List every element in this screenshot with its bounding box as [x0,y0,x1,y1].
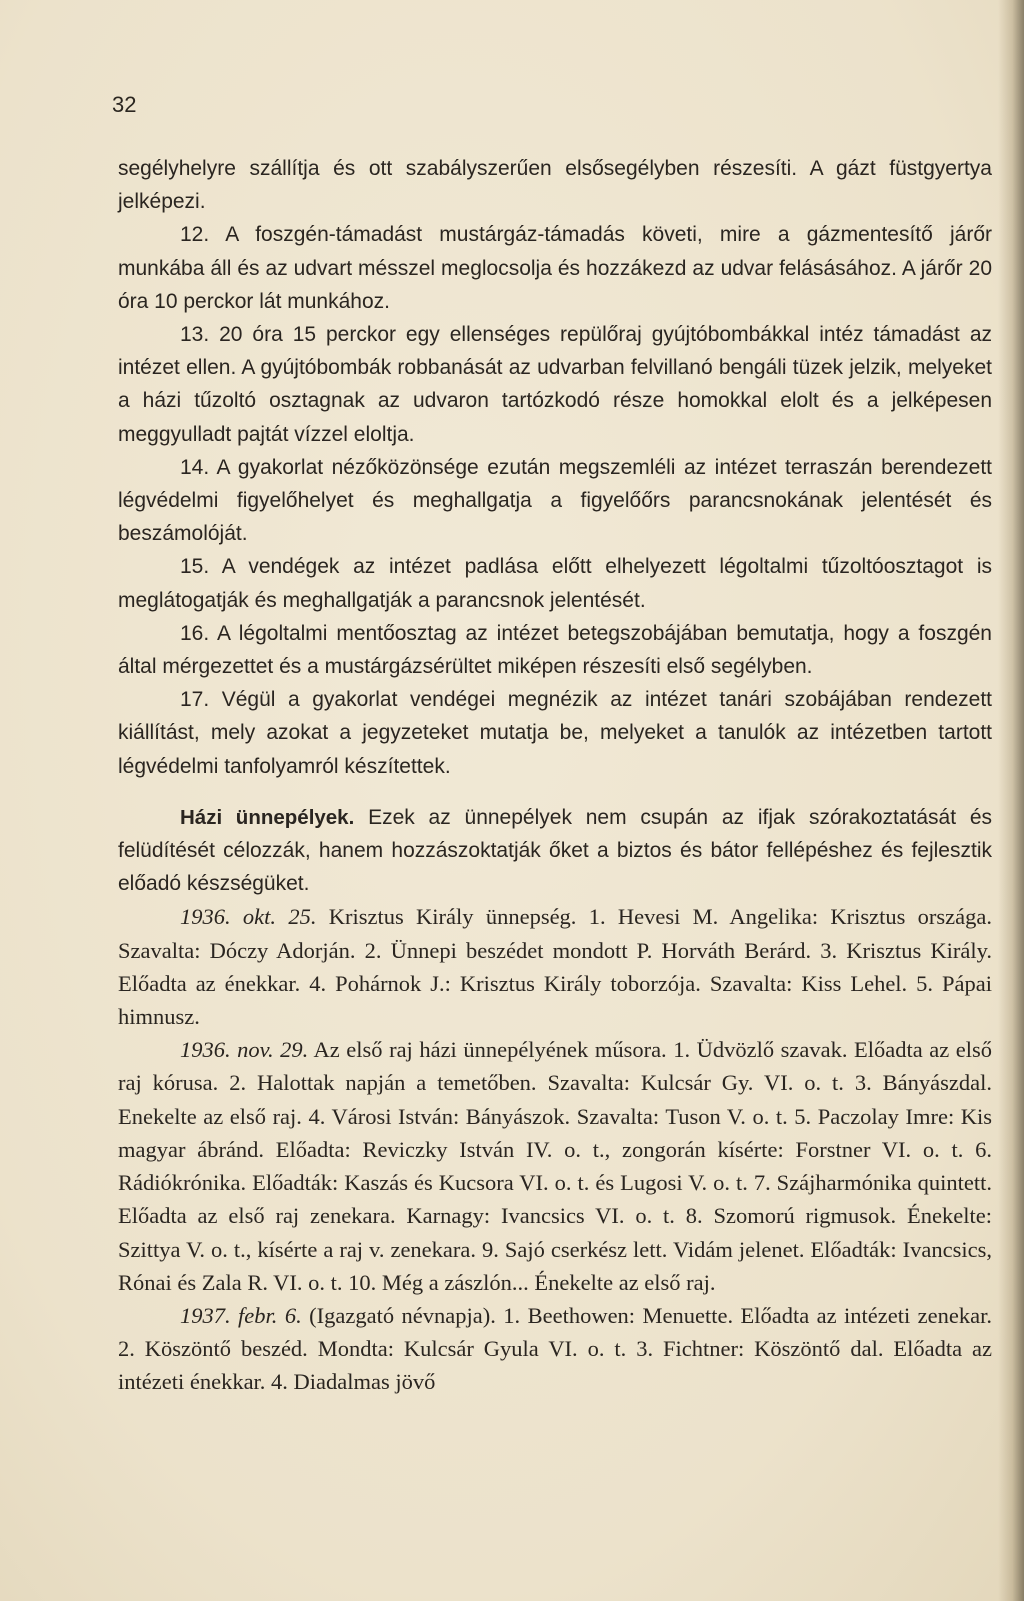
section-spacer [118,783,992,801]
page-edge-shadow [998,0,1024,1601]
entry-date: 1937. febr. 6. [180,1302,302,1328]
paragraph-item-13: 13. 20 óra 15 perckor egy ellenséges repülőraj gyújtóbombákkal intéz támadást az intézet ellen. A gyújtóbombák robbanását az udvarban felvillanó bengáli tüzek jelzik, melyeket a házi tűzoltó osztagnak az udvaron tartózkodó része homokkal elolt és a jelképesen meggyulladt pajtát vízzel eloltja. [118,323,992,446]
paragraph-item-16: 16. A légoltalmi mentőosztag az intézet betegszobájában bemutatja, hogy a foszgén által mérgezettet és a mustárgázsérültet miképen részesíti első segélyben. [118,621,992,679]
section-heading: Házi ünnepélyek. [180,805,355,829]
entry-date: 1936. okt. 25. [180,904,317,930]
program-entries [118,900,992,1398]
page-body [118,152,992,1399]
program-entry [118,1299,992,1399]
entry-text: Krisztus Király ünnepség. 1. Hevesi M. Angelika: Krisztus országa. Szavalta: Dóczy Adorján. 2. Ünnepi beszédet mondott P. Horváth Berárd. 3. Krisztus Király. Előadta az énekkar. 4. Pohárnok J.: Krisztus Király toborzója. Szavalta: Kiss Lehel. 5. Pápai himnusz. [118,904,993,1030]
entry-text: Az első raj házi ünnepélyének műsora. 1. Üdvözlő szavak. Előadta az első raj kórusa. 2. Halottak napján a temetőben. Szavalta: Kulcsár Gy. VI. o. t. 3. Bányászdal. Enekelte az első raj. 4. Városi István: Bányászok. Szavalta: Tuson V. o. t. 5. Paczolay Imre: Kis magyar ábránd. Előadta: Reviczky István IV. o. t., zongorán kísérte: Forstner VI. o. t. 6. Rádiókrónika. Előadták: Kaszás és Kucsora VI. o. t. és Lugosi V. o. t. 7. Szájharmónika quintett. Előadta az első raj zenekara. Karnagy: Ivancsics VI. o. t. 8. Szomorú rigmusok. Énekelte: Szittya V. o. t., kísérte a raj v. zenekara. 9. Sajó cserkész lett. Vidám jelenet. Előadták: Ivancsics, Rónai és Zala R. VI. o. t. 10. Még a zászlón... Énekelte az első raj. [118,1037,992,1295]
program-entry [118,900,992,1033]
paragraph-item-15: 15. A vendégek az intézet padlása előtt elhelyezett légoltalmi tűzoltóosztagot is meglátogatják és meghallgatják a parancsnok jelentését. [118,555,992,612]
entry-text: (Igazgató névnapja). 1. Beethowen: Menuette. Előadta az intézeti zenekar. 2. Köszöntő beszéd. Mondta: Kulcsár Gyula VI. o. t. 3. Fichtner: Köszöntő dal. Előadta az intézeti énekkar. 4. Diadalmas jövő [118,1302,992,1395]
paragraph-item-14: 14. A gyakorlat nézőközönsége ezután megszemléli az intézet terraszán berendezett légvédelmi figyelőhelyet és meghallgatja a figyelőőrs parancsnokának jelentését és beszámolóját. [118,455,992,546]
entry-date: 1936. nov. 29. [180,1037,309,1063]
paragraph-item-12: 12. A foszgén-támadást mustárgáz-támadás követi, mire a gázmentesítő járőr munkába áll és az udvart mésszel meglocsolja és hozzákezd az udvar felásásához. A járőr 20 óra 10 perckor lát munkához. [118,223,992,313]
program-entry [118,1033,992,1299]
section-intro-text: Ezek az ünnepélyek nem csupán az ifjak szórakoztatását és felüdítését célozzák, hanem hozzászoktatják őket a biztos és bátor fellépéshez és fejlesztik előadó készségüket. [118,805,992,896]
page-number: 32 [112,92,137,117]
section-intro-paragraph [118,801,992,901]
paragraph-item-17: 17. Végül a gyakorlat vendégei megnézik az intézet tanári szobájában rendezett kiállítást, mely azokat a jegyzeteket mutatja be, melyeket a tanulók az intézetben tartott légvédelmi tanfolyamról készítettek. [118,688,992,778]
paragraph-continuation: segélyhelyre szállítja és ott szabályszerűen elsősegélyben részesíti. A gázt füstgyertya jelképezi. [118,157,992,214]
